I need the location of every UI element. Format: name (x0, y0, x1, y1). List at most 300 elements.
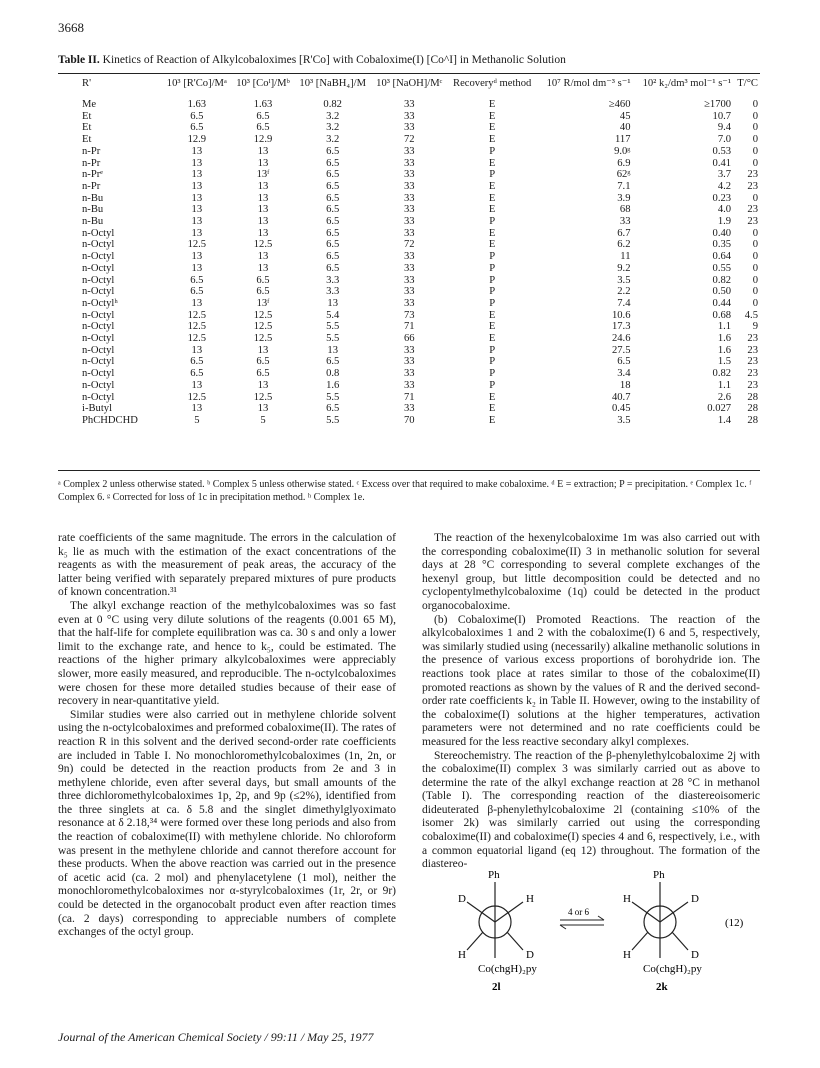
paragraph: The reaction of the hexenylcobaloxime 1m was also carried out with the corresponding cobaloxime(II) 3 in methanolic solution for several days at 28 °C corresponding to several complete exchanges of the hexenyl group, but little decomposition could be detected and no cyclopentylmethylcobaloxime (1q) could be detected in the product organocobaloxime. (422, 532, 760, 612)
table-cell: ≥1700 (704, 99, 732, 110)
table-cell: 23 (747, 368, 758, 380)
table-cell: 45 (619, 110, 631, 122)
table-cell: E (488, 99, 496, 110)
table-cell: 12.5 (253, 391, 273, 403)
table-cell: 0.40 (712, 227, 732, 239)
table-cell: E (488, 227, 496, 239)
table-cell: 13 (191, 157, 203, 169)
table-cell: 72 (403, 239, 415, 251)
table-cell: 12.5 (187, 239, 207, 251)
table-row (58, 122, 760, 134)
table-cell: 12.5 (187, 333, 207, 345)
table-cell: 6.5 (190, 274, 204, 286)
table-cell: 3.5 (617, 414, 631, 426)
table-cell: 9.4 (717, 122, 732, 134)
left-text-column (58, 532, 396, 940)
table-cell: P (489, 368, 496, 380)
table-row (58, 415, 760, 431)
table-cell: E (488, 192, 496, 204)
table-cell: n-Bu (82, 192, 104, 204)
table-cell: 6.5 (326, 251, 340, 263)
table-cell: 13 (257, 227, 269, 239)
table-cell: 13 (257, 157, 269, 169)
table-row (58, 204, 760, 216)
table-header-row (58, 78, 760, 93)
table-cell: 12.9 (187, 134, 207, 146)
table-cell: 33 (403, 262, 415, 274)
table-body (58, 93, 760, 431)
table-cell: n-Pr (82, 180, 101, 192)
table-cell: 12.5 (187, 309, 207, 321)
table-cell: n-Octyl (82, 356, 115, 368)
column-header: R' (82, 78, 91, 89)
table-cell: 0.35 (712, 239, 732, 251)
table-cell: 6.5 (326, 239, 340, 251)
table-label: Table II. (58, 54, 100, 66)
paragraph: (b) Cobaloxime(I) Promoted Reactions. The reaction of the alkylcobaloximes 1 and 2 with the cobaloxime(I) 6 and 5, respectively, was similarly studied using (necessarily) alkaline methanolic solutions in the presence of various excess proportions of borohydride ion. The reactions took place at rates similar to those of the cobaloxime(II) promoted reactions as shown by the values of R and the derived second-order rate coefficients k₂ in Table II. However, owing to the instability of the cobaloxime(I) solutions at the higher temperatures, activation parameters were not determined and no rate coefficients could be measured for the less reactive secondary alkyl complexes. (422, 613, 760, 748)
table-cell: 33 (403, 204, 415, 216)
table-cell: 2.6 (717, 391, 732, 403)
table-cell: n-Bu (82, 204, 104, 216)
table-cell: P (489, 262, 496, 274)
table-cell: 2.2 (617, 286, 631, 298)
table-cell: 6.2 (617, 239, 631, 251)
table-cell: 28 (747, 414, 758, 426)
table-cell: 6.5 (256, 110, 270, 122)
table-cell: 68 (619, 204, 631, 216)
table-cell: P (489, 297, 496, 309)
table-footnote: ᵃ Complex 2 unless otherwise stated. ᵇ Complex 5 unless otherwise stated. ᶜ Excess over that required to make cobaloxime. ᵈ E = extraction; P = precipitation. ᵉ Complex 1c. ᶠ Complex 6. ᵍ Corrected for loss of 1c in precipitation method. ʰ Complex 1e. (58, 479, 752, 503)
equation-12-scheme (420, 860, 760, 1010)
table-cell: 13ᶠ (256, 297, 270, 309)
table-cell: 3.2 (326, 122, 340, 134)
table-cell: 33 (403, 216, 415, 228)
table-cell: 1.4 (717, 414, 732, 426)
table-cell: E (488, 309, 496, 321)
table-row (58, 181, 760, 193)
table-cell: 12.5 (253, 321, 273, 333)
table-cell: P (489, 216, 496, 228)
table-row (58, 321, 760, 333)
table-cell: 6.7 (617, 227, 631, 239)
table-cell: 5 (260, 414, 266, 426)
table-cell: 13 (191, 379, 203, 391)
table-cell: 13 (191, 216, 203, 228)
table-cell: 6.5 (326, 262, 340, 274)
table-cell: 117 (615, 134, 631, 146)
table-cell: 13 (327, 344, 338, 356)
table-cell: 13 (191, 251, 203, 263)
table-cell: 70 (403, 414, 415, 426)
table-cell: 3.3 (326, 274, 340, 286)
column-header: Recoveryᵈ method (453, 78, 532, 89)
table-cell: n-Octyl (82, 239, 115, 251)
kinetics-table (58, 78, 760, 431)
table-cell: 27.5 (611, 344, 631, 356)
table-cell: 5.5 (326, 333, 340, 345)
table-row (58, 263, 760, 275)
table-cell: P (489, 145, 496, 157)
table-cell: 33 (403, 274, 415, 286)
table-cell: Et (82, 134, 92, 146)
table-cell: 0 (752, 122, 758, 134)
table-cell: 23 (747, 216, 758, 228)
table-cell: 13 (191, 403, 203, 415)
paragraph: The alkyl exchange reaction of the methylcobaloximes was so fast even at 0 °C using very dilute solutions of the reagents (0.001 65 M), that the half-life for complete equilibration was ca. 30 s and only a lower limit to the exchange rate, and hence to k₅, could be estimated. The reactions of the higher primary alkylcobaloximes were appreciably slower, more easily measured, and reproducible. The n-octylcobaloximes were chosen for these more detailed studies because of their ease of recovery in near-quantitative yield. (58, 599, 396, 708)
table-caption-text: Kinetics of Reaction of Alkylcobaloximes [R'Co] with Cobaloxime(I) [Co^I] in Methanolic Solution (102, 54, 566, 66)
right-text-column (422, 532, 760, 872)
table-cell: n-Octyl (82, 391, 115, 403)
table-cell: 0.82 (323, 99, 342, 110)
table-cell: 0 (752, 297, 758, 309)
table-cell: 0.82 (712, 368, 732, 380)
table-row (58, 345, 760, 357)
table-row (58, 169, 760, 181)
table-cell: 13 (191, 145, 203, 157)
table-cell: 13 (191, 344, 203, 356)
column-header: 10³ [NaOH]/Mᶜ (376, 78, 443, 89)
table-row (58, 333, 760, 345)
table-top-rule (58, 73, 760, 74)
table-cell: n-Octyl (82, 251, 115, 263)
table-cell: 5 (194, 414, 200, 426)
table-cell: 9.2 (617, 262, 631, 274)
table-cell: 0 (752, 239, 758, 251)
table-cell: 0.64 (712, 251, 732, 263)
table-cell: 13 (191, 227, 203, 239)
table-cell: 0.027 (707, 403, 732, 415)
table-cell: 1.63 (253, 99, 273, 110)
table-cell: 72 (403, 134, 415, 146)
table-cell: 13 (257, 251, 269, 263)
table-cell: 13 (327, 297, 338, 309)
table-cell: 1.5 (717, 356, 732, 368)
table-cell: 6.5 (190, 368, 204, 380)
substituent-ur: H (526, 893, 534, 905)
table-cell: 0 (752, 274, 758, 286)
table-cell: 13 (257, 192, 269, 204)
table-cell: n-Octyl (82, 309, 115, 321)
table-cell: n-Octyl (82, 274, 115, 286)
table-cell: P (489, 356, 496, 368)
substituent-lr: D (691, 949, 699, 961)
table-cell: 71 (403, 391, 415, 403)
table-cell: 9 (752, 321, 758, 333)
substituent-lr: D (526, 949, 534, 961)
table-cell: 3.3 (326, 286, 340, 298)
table-cell: 12.9 (253, 134, 273, 146)
table-cell: P (489, 251, 496, 263)
table-cell: 0.50 (712, 286, 732, 298)
table-cell: 13 (191, 204, 203, 216)
table-cell: 10.7 (712, 110, 732, 122)
table-cell: 6.5 (326, 145, 340, 157)
table-cell: ≥460 (608, 99, 631, 110)
table-cell: 73 (403, 309, 415, 321)
substituent-top: Ph (653, 869, 665, 881)
table-cell: n-Octyl (82, 368, 115, 380)
table-cell: n-Octyl (82, 344, 115, 356)
table-cell: PhCHDCHD (82, 414, 138, 426)
table-cell: 0 (752, 134, 758, 146)
table-row (58, 193, 760, 205)
table-cell: n-Prᵉ (82, 169, 103, 181)
table-caption (58, 54, 758, 66)
table-cell: 0.23 (712, 192, 732, 204)
table-cell: 33 (403, 99, 415, 110)
table-cell: 1.63 (187, 99, 207, 110)
table-cell: 13 (257, 145, 269, 157)
table-cell: 12.5 (253, 309, 273, 321)
table-cell: 33 (403, 110, 415, 122)
table-cell: 6.5 (326, 356, 340, 368)
table-cell: 13 (257, 180, 269, 192)
table-cell: E (488, 321, 496, 333)
table-cell: 0.68 (712, 309, 732, 321)
compound-label: 2l (492, 981, 501, 993)
table-cell: 13 (257, 379, 269, 391)
table-cell: P (489, 286, 496, 298)
table-cell: E (488, 157, 496, 169)
table-cell: 0.41 (712, 157, 732, 169)
table-cell: 33 (403, 157, 415, 169)
table-cell: i-Butyl (82, 403, 113, 415)
table-cell: Me (82, 99, 97, 110)
table-cell: n-Octyl (82, 321, 115, 333)
table-cell: 0.82 (712, 274, 732, 286)
table-cell: 62ᵍ (616, 169, 631, 181)
table-cell: 13 (191, 297, 203, 309)
table-cell: 4.0 (717, 204, 732, 216)
equation-number: (12) (725, 917, 744, 929)
table-cell: 13 (191, 180, 203, 192)
table-row (58, 228, 760, 240)
table-cell: P (489, 274, 496, 286)
table-cell: n-Octyl (82, 379, 115, 391)
table-cell: 0 (752, 110, 758, 122)
table-cell: 6.5 (256, 368, 270, 380)
table-row (58, 368, 760, 380)
table-cell: 18 (619, 379, 631, 391)
table-cell: n-Octyl (82, 227, 115, 239)
table-cell: n-Pr (82, 145, 101, 157)
table-cell: 6.5 (617, 356, 631, 368)
table-cell: 28 (747, 391, 758, 403)
paragraph: Similar studies were also carried out in methylene chloride solvent using the n-octylcobaloximes and preformed cobaloxime(II). The rates of reaction R in this solvent and the derived second-order rate coefficients are included in Table I. No monochloromethylcobaloximes (1n, 2n, or 9n) could be detected in the reaction products from 2e and 3 in methylene chloride, even after several days, but small amounts of the three dichloromethylcobaloximes 1p, 2p, and 9p (≤2%), identified from the three singlets at ca. δ 5.8 and the singlet dimethylglyoximato resonance at δ 2.18,³⁴ were formed over these long periods and also from the reaction of cobaloxime(II) with methylene chloride. No chloroform was present in the methylene chloride and cannot therefore account for these products. When the above reaction was carried out in the presence of acetic acid (ca. 2 mol) and phenylacetylene (1 mol), neither the monochloromethylcobaloximes nor α-styrylcobaloximes (1r, 2r, or 9r) could be detected in the organocobalt product even after reaction times (ca. 2 days) corresponding to appreciable numbers of complete exchanges of the octyl group. (58, 708, 396, 939)
table-cell: 40.7 (611, 391, 631, 403)
table-row (58, 392, 760, 404)
table-cell: 33 (403, 251, 415, 263)
table-cell: 33 (619, 216, 631, 228)
table-cell: 12.5 (253, 239, 273, 251)
table-row (58, 403, 760, 415)
table-cell: 33 (403, 356, 415, 368)
table-cell: 23 (747, 169, 758, 181)
newman-projection-2k (623, 869, 702, 993)
table-row (58, 251, 760, 263)
table-bottom-rule (58, 470, 760, 471)
table-cell: 6.5 (326, 169, 340, 181)
table-cell: 40 (619, 122, 631, 134)
table-cell: 33 (403, 344, 415, 356)
table-cell: 71 (403, 321, 415, 333)
table-cell: 23 (747, 204, 758, 216)
substituent-top: Ph (488, 869, 500, 881)
table-cell: 12.5 (187, 321, 207, 333)
table-cell: P (489, 344, 496, 356)
paragraph: Stereochemistry. The reaction of the β-phenylethylcobaloxime 2j with the cobaloxime(II) complex 3 was similarly carried out as above to determine the rate of the alkyl exchange reaction at 28 °C in methanol (Table I). The corresponding reaction of the diastereoisomeric dideuterated β-phenylethylcobaloxime 2l (containing ≤10% of the isomer 2k) was similarly carried out using the corresponding cobaloxime(II) and cobaloxime(I) species 4 and 6, respectively, i.e., with a common equatorial ligand (eq 12) throughout. The formation of the diastereo- (422, 749, 760, 871)
table-cell: 33 (403, 169, 415, 181)
table-cell: E (488, 239, 496, 251)
table-row (58, 298, 760, 310)
table-row (58, 134, 760, 146)
table-cell: 1.6 (326, 379, 340, 391)
substituent-ul: D (458, 893, 466, 905)
table-cell: 23 (747, 180, 758, 192)
table-cell: E (488, 333, 496, 345)
table-cell: 33 (403, 403, 415, 415)
table-cell: 7.4 (617, 297, 631, 309)
table-row (58, 239, 760, 251)
table-row (58, 111, 760, 123)
table-cell: 5.5 (326, 321, 340, 333)
table-cell: 6.5 (326, 227, 340, 239)
table-cell: E (488, 414, 496, 426)
table-cell: 0 (752, 227, 758, 239)
table-cell: 6.5 (256, 356, 270, 368)
table-row (58, 93, 760, 111)
table-cell: 13 (257, 204, 269, 216)
table-cell: E (488, 122, 496, 134)
equilibrium-arrow (560, 907, 604, 929)
table-row (58, 380, 760, 392)
table-cell: 13 (257, 403, 269, 415)
table-cell: n-Octyl (82, 262, 115, 274)
table-cell: 23 (747, 356, 758, 368)
table-cell: E (488, 180, 496, 192)
table-cell: 4.2 (717, 180, 732, 192)
table-cell: 7.0 (717, 134, 732, 146)
journal-footer: Journal of the American Chemical Society / 99:11 / May 25, 1977 (58, 1030, 374, 1044)
table-cell: 6.5 (256, 286, 270, 298)
table-cell: 6.5 (190, 110, 204, 122)
table-cell: 13 (191, 262, 203, 274)
column-header: 10⁷ R/mol dm⁻³ s⁻¹ (546, 78, 631, 89)
table-cell: 1.9 (717, 216, 732, 228)
arrow-label: 4 or 6 (568, 907, 589, 917)
table-cell: 0 (752, 286, 758, 298)
table-cell: 12.5 (253, 333, 273, 345)
table-row (58, 356, 760, 368)
table-cell: 13ᶠ (256, 169, 270, 181)
table-cell: E (488, 403, 496, 415)
table-cell: 1.1 (717, 379, 732, 391)
table-cell: 3.9 (617, 192, 631, 204)
table-cell: 66 (403, 333, 415, 345)
table-cell: 3.7 (717, 169, 732, 181)
table-cell: 33 (403, 379, 415, 391)
table-cell: 3.2 (326, 110, 340, 122)
table-cell: 0 (752, 262, 758, 274)
table-row (58, 158, 760, 170)
column-header: 10² k₂/dm³ mol⁻¹ s⁻¹ (642, 78, 732, 89)
table-cell: 11 (620, 251, 631, 263)
table-cell: E (488, 110, 496, 122)
table-cell: E (488, 391, 496, 403)
paragraph: rate coefficients of the same magnitude. The errors in the calculation of k₅ lie as much with the estimation of the exact concentrations of the reagents as with the measurement of peak areas, the accuracy of the latter being verified with separately prepared mixtures of pure products of known concentration.³¹ (58, 532, 396, 599)
compound-label: 2k (656, 981, 668, 993)
table-cell: 0.45 (611, 403, 631, 415)
table-cell: 9.0ᵍ (614, 145, 631, 157)
substituent-ll: H (623, 949, 631, 961)
table-cell: 5.5 (326, 414, 340, 426)
table-cell: 28 (747, 403, 758, 415)
table-cell: 17.3 (611, 321, 631, 333)
table-cell: 33 (403, 192, 415, 204)
table-cell: n-Octyl (82, 333, 115, 345)
table-cell: 23 (747, 344, 758, 356)
page-number: 3668 (58, 20, 84, 35)
cobalt-ligand: Co(chgH)₂py (643, 963, 702, 975)
table-cell: E (488, 134, 496, 146)
table-cell: 33 (403, 368, 415, 380)
table-cell: P (489, 169, 496, 181)
table-cell: 33 (403, 180, 415, 192)
table-cell: 10.6 (611, 309, 631, 321)
table-cell: Et (82, 110, 92, 122)
table-cell: 33 (403, 297, 415, 309)
substituent-ll: H (458, 949, 466, 961)
table-cell: 0 (752, 251, 758, 263)
table-cell: 0 (752, 192, 758, 204)
table-cell: 6.5 (256, 274, 270, 286)
column-header: 10³ [Coᴵ]/Mᵇ (236, 78, 290, 89)
table-cell: 3.5 (617, 274, 631, 286)
column-header: 10³ [R'Co]/Mᵃ (166, 78, 227, 89)
newman-projection-2l (458, 869, 537, 993)
table-cell: 6.5 (190, 286, 204, 298)
table-cell: 23 (747, 333, 758, 345)
table-row (58, 286, 760, 298)
table-cell: P (489, 379, 496, 391)
table-cell: 6.5 (326, 216, 340, 228)
table-cell: 6.5 (326, 157, 340, 169)
table-cell: 6.9 (617, 157, 631, 169)
substituent-ul: H (623, 893, 631, 905)
table-cell: 5.4 (326, 309, 340, 321)
column-header: 10³ [NaBH₄]/M (299, 78, 366, 89)
table-cell: 0 (752, 157, 758, 169)
table-cell: n-Octylʰ (82, 297, 118, 309)
table-cell: 0.53 (712, 145, 732, 157)
table-cell: 0.55 (712, 262, 732, 274)
table-row (58, 216, 760, 228)
table-cell: 13 (191, 192, 203, 204)
table-cell: 6.5 (190, 122, 204, 134)
table-cell: 33 (403, 122, 415, 134)
table-cell: 13 (257, 216, 269, 228)
table-cell: 12.5 (187, 391, 207, 403)
table-cell: 13 (191, 169, 203, 181)
table-cell: n-Pr (82, 157, 101, 169)
table-cell: 3.4 (617, 368, 631, 380)
table-cell: 0.8 (326, 368, 340, 380)
table-cell: Et (82, 122, 92, 134)
table-cell: 1.6 (717, 344, 732, 356)
cobalt-ligand: Co(chgH)₂py (478, 963, 537, 975)
table-cell: 24.6 (611, 333, 631, 345)
table-cell: 33 (403, 145, 415, 157)
